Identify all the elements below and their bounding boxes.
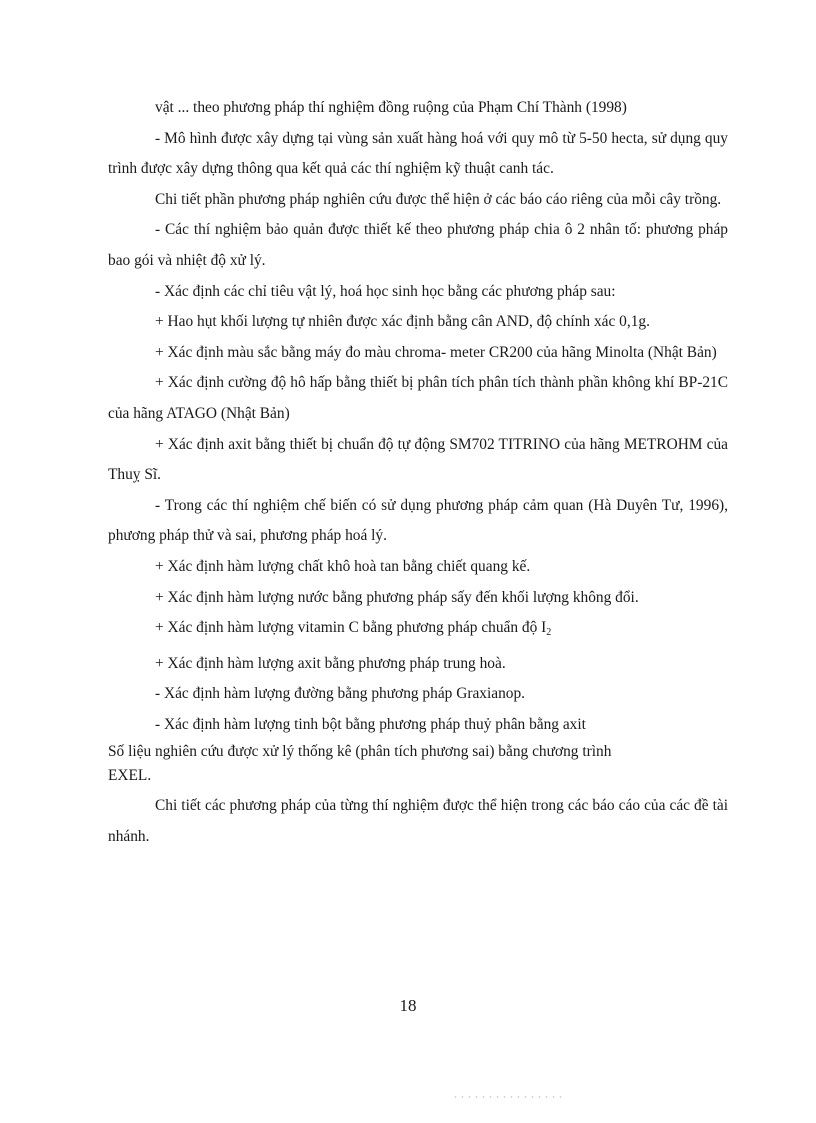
page-number: 18 (399, 996, 417, 1015)
vitamin-c-text: + Xác định hàm lượng vitamin C bằng phương pháp chuẩn độ I (155, 619, 547, 637)
paragraph-method-details: Chi tiết phần phương pháp nghiên cứu được thể hiện ở các báo cáo riêng của mỗi cây trồng. (155, 190, 722, 208)
list-item-acid-neutralization: + Xác định hàm lượng axit bằng phương pháp trung hoà. (155, 654, 506, 672)
paragraph-statistics: Số liệu nghiên cứu được xử lý thống kê (phân tích phương sai) bằng chương trình EXEL. (108, 743, 612, 785)
iodine-subscript: 2 (546, 627, 552, 639)
list-item-respiration: + Xác định cường độ hô hấp bằng thiết bị phân tích phân tích thành phần không khí BP-21C của hãng ATAGO (Nhật Bản) (108, 374, 728, 422)
list-item-color-measurement: + Xác định màu sắc bằng máy đo màu chroma- meter CR200 của hãng Minolta (Nhật Bản) (155, 343, 717, 361)
paragraph-storage-experiments: - Các thí nghiệm bảo quản được thiết kế theo phương pháp chia ô 2 nhân tố: phương pháp bao gói và nhiệt độ xử lý. (108, 221, 728, 269)
paragraph-continuation: vật ... theo phương pháp thí nghiệm đồng ruộng của Phạm Chí Thành (1998) (155, 99, 627, 116)
paragraph-closing: Chi tiết các phương pháp của từng thí nghiệm được thể hiện trong các báo cáo của các đề tài nhánh. (108, 797, 728, 846)
list-item-acid-titration: + Xác định axit bằng thiết bị chuẩn độ tự động SM702 TITRINO của hãng METROHM của Thuỵ Sĩ. (108, 435, 728, 484)
list-item-vitamin-c (108, 613, 728, 649)
scan-artifact-dots (452, 1096, 562, 1098)
list-item-sugar-content: - Xác định hàm lượng đường bằng phương pháp Graxianop. (155, 685, 526, 703)
list-item-soluble-solids: + Xác định hàm lượng chất khô hoà tan bằng chiết quang kế. (155, 557, 531, 575)
list-item-starch-content: - Xác định hàm lượng tinh bột bằng phương pháp thuỷ phân bằng axit (155, 715, 586, 733)
paragraph-model-description: - Mô hình được xây dựng tại vùng sản xuất hàng hoá với quy mô từ 5-50 hecta, sử dụng quy trình được xây dựng thông qua kết quả các thí nghiệm kỹ thuật canh tác. (108, 129, 728, 178)
paragraph-indicators-intro: - Xác định các chỉ tiêu vật lý, hoá học sinh học bằng các phương pháp sau: (155, 282, 616, 300)
list-item-weight-loss: + Hao hụt khối lượng tự nhiên được xác định bằng cân AND, độ chính xác 0,1g. (155, 313, 650, 331)
list-item-water-content: + Xác định hàm lượng nước bằng phương pháp sấy đến khối lượng không đổi. (155, 588, 639, 606)
page-body (108, 93, 728, 853)
paragraph-processing-experiments: - Trong các thí nghiệm chế biến có sử dụng phương pháp cảm quan (Hà Duyên Tư, 1996), phương pháp thử và sai, phương pháp hoá lý. (108, 496, 728, 545)
